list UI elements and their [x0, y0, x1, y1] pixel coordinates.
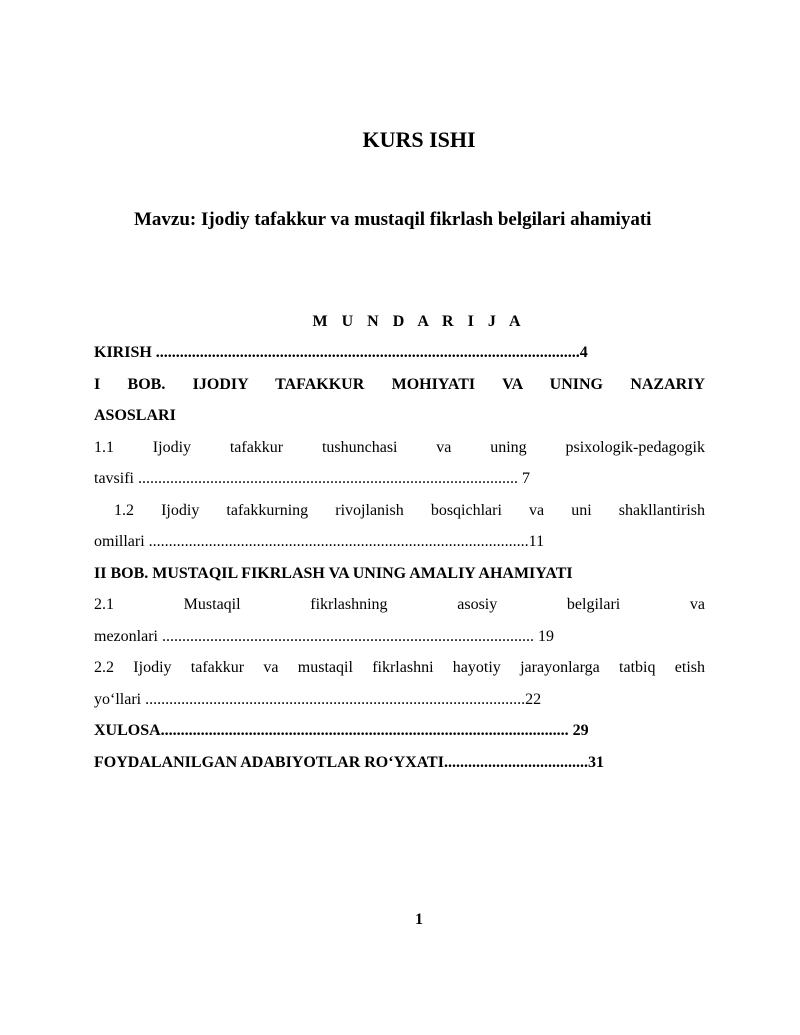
document-title: KURS ISHI — [362, 127, 476, 152]
toc-entry-chapter-1-line-2: ASOSLARI — [94, 407, 176, 424]
toc-entry-2-2-line-1: 2.2 Ijodiy tafakkur va mustaqil fikrlashni hayotiy jarayonlarga tatbiq etish — [94, 659, 705, 676]
toc-entry-2-1-line-2: mezonlari ............................................................................................. 19 — [94, 627, 554, 645]
toc-heading: M U N D A R I J A — [312, 313, 526, 330]
toc-entry-2-2-line-2: yo‘llari ...............................................................................................22 — [94, 690, 542, 708]
toc-entry-1-2-line-2: omillari ...............................................................................................11 — [94, 533, 545, 550]
toc-entry-2-1-line-1: 2.1 Mustaqil fikrlashning asosiy belgilari va — [94, 596, 705, 613]
toc-entry-chapter-1-line-1: I BOB. IJODIY TAFAKKUR MOHIYATI VA UNING NAZARIY — [94, 375, 705, 393]
toc-entry-kirish: KIRISH ..........................................................................................................4 — [94, 344, 588, 361]
toc-entry-1-2-line-1: 1.2 Ijodiy tafakkurning rivojlanish bosqichlari va uni shakllantirish — [114, 501, 705, 519]
toc-entry-1-1-line-2: tavsifi ............................................................................................... 7 — [94, 470, 530, 487]
document-subject: Mavzu: Ijodiy tafakkur va mustaqil fikrlash belgilari ahamiyati — [134, 209, 652, 230]
toc-entry-1-1-line-1: 1.1 Ijodiy tafakkur tushunchasi va uning psixologik-pedagogik — [94, 438, 705, 456]
toc-entry-xulosa: XULOSA...................................................................................................... 29 — [94, 722, 589, 739]
table-of-contents — [94, 337, 705, 778]
toc-entry-chapter-2: II BOB. MUSTAQIL FIKRLASH VA UNING AMALIY AHAMIYATI — [94, 564, 573, 582]
page-number: 1 — [415, 911, 423, 928]
toc-entry-references: FOYDALANILGAN ADABIYOTLAR RO‘YXATI....................................31 — [94, 753, 604, 771]
